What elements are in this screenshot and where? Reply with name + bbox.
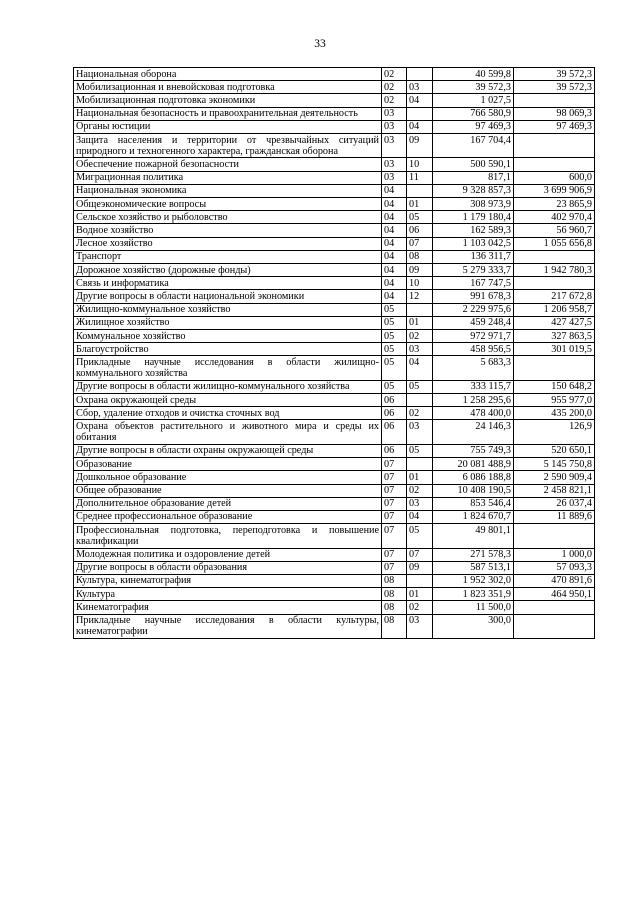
row-subsection-code-cell: 03 — [407, 497, 433, 510]
row-name-cell: Среднее профессиональное образование — [74, 510, 382, 523]
row-amount-2-cell: 126,9 — [514, 420, 595, 444]
row-name-cell: Сельское хозяйство и рыболовство — [74, 211, 382, 224]
row-amount-1-cell: 1 027,5 — [433, 94, 514, 107]
table-row — [74, 524, 595, 548]
row-section-code-cell: 03 — [382, 158, 407, 171]
row-amount-1-cell: 853 546,4 — [433, 497, 514, 510]
table-row — [74, 614, 595, 638]
table-row — [74, 356, 595, 380]
row-amount-2-cell: 327 863,5 — [514, 330, 595, 343]
row-amount-1-cell: 766 580,9 — [433, 107, 514, 120]
row-name-cell: Связь и информатика — [74, 277, 382, 290]
row-name-cell: Кинематография — [74, 601, 382, 614]
row-amount-2-cell: 402 970,4 — [514, 211, 595, 224]
table-row — [74, 561, 595, 574]
row-amount-1-cell: 300,0 — [433, 614, 514, 638]
row-name-cell: Коммунальное хозяйство — [74, 330, 382, 343]
row-subsection-code-cell: 05 — [407, 524, 433, 548]
row-section-code-cell: 04 — [382, 237, 407, 250]
row-name-cell: Дошкольное образование — [74, 471, 382, 484]
row-name-cell: Молодежная политика и оздоровление детей — [74, 548, 382, 561]
row-subsection-code-cell — [407, 184, 433, 197]
row-name-cell: Сбор, удаление отходов и очистка сточных вод — [74, 407, 382, 420]
row-amount-2-cell: 57 093,3 — [514, 561, 595, 574]
row-name-cell: Транспорт — [74, 250, 382, 263]
row-section-code-cell: 08 — [382, 588, 407, 601]
row-amount-1-cell: 1 824 670,7 — [433, 510, 514, 523]
row-amount-1-cell: 97 469,3 — [433, 120, 514, 133]
row-amount-2-cell: 1 055 656,8 — [514, 237, 595, 250]
row-amount-2-cell: 427 427,5 — [514, 316, 595, 329]
row-amount-1-cell: 39 572,3 — [433, 81, 514, 94]
table-row — [74, 458, 595, 471]
row-section-code-cell: 04 — [382, 264, 407, 277]
row-amount-1-cell: 5 279 333,7 — [433, 264, 514, 277]
row-amount-1-cell: 755 749,3 — [433, 444, 514, 457]
row-section-code-cell: 08 — [382, 601, 407, 614]
row-name-cell: Мобилизационная и вневойсковая подготовка — [74, 81, 382, 94]
row-amount-2-cell — [514, 250, 595, 263]
table-row — [74, 250, 595, 263]
row-amount-1-cell: 458 956,5 — [433, 343, 514, 356]
table-row — [74, 198, 595, 211]
row-name-cell: Национальная безопасность и правоохранительная деятельность — [74, 107, 382, 120]
row-subsection-code-cell — [407, 394, 433, 407]
row-subsection-code-cell: 01 — [407, 198, 433, 211]
row-name-cell: Миграционная политика — [74, 171, 382, 184]
row-amount-2-cell: 39 572,3 — [514, 68, 595, 81]
row-section-code-cell: 02 — [382, 94, 407, 107]
row-amount-1-cell: 1 179 180,4 — [433, 211, 514, 224]
row-section-code-cell: 02 — [382, 68, 407, 81]
row-name-cell: Дополнительное образование детей — [74, 497, 382, 510]
table-row — [74, 484, 595, 497]
row-subsection-code-cell: 04 — [407, 120, 433, 133]
row-amount-2-cell — [514, 134, 595, 158]
row-subsection-code-cell: 09 — [407, 264, 433, 277]
row-amount-2-cell: 435 200,0 — [514, 407, 595, 420]
row-subsection-code-cell: 11 — [407, 171, 433, 184]
row-amount-2-cell: 150 648,2 — [514, 380, 595, 393]
row-amount-2-cell: 2 458 821,1 — [514, 484, 595, 497]
row-section-code-cell: 07 — [382, 471, 407, 484]
row-subsection-code-cell: 03 — [407, 81, 433, 94]
row-amount-1-cell: 308 973,9 — [433, 198, 514, 211]
table-row — [74, 158, 595, 171]
row-name-cell: Другие вопросы в области национальной экономики — [74, 290, 382, 303]
row-amount-2-cell — [514, 601, 595, 614]
table-row — [74, 444, 595, 457]
row-subsection-code-cell: 08 — [407, 250, 433, 263]
row-name-cell: Национальная оборона — [74, 68, 382, 81]
row-amount-2-cell: 3 699 906,9 — [514, 184, 595, 197]
row-amount-1-cell: 24 146,3 — [433, 420, 514, 444]
table-row — [74, 120, 595, 133]
row-subsection-code-cell — [407, 458, 433, 471]
row-amount-2-cell: 1 000,0 — [514, 548, 595, 561]
row-amount-1-cell: 1 823 351,9 — [433, 588, 514, 601]
table-row — [74, 184, 595, 197]
row-section-code-cell: 05 — [382, 316, 407, 329]
row-amount-1-cell: 6 086 188,8 — [433, 471, 514, 484]
row-amount-2-cell — [514, 277, 595, 290]
row-section-code-cell: 03 — [382, 107, 407, 120]
row-name-cell: Защита населения и территории от чрезвычайных ситуаций природного и техногенного характера, гражданская оборона — [74, 134, 382, 158]
table-row — [74, 316, 595, 329]
row-subsection-code-cell: 02 — [407, 330, 433, 343]
row-subsection-code-cell: 04 — [407, 356, 433, 380]
row-amount-1-cell: 333 115,7 — [433, 380, 514, 393]
row-name-cell: Дорожное хозяйство (дорожные фонды) — [74, 264, 382, 277]
row-amount-1-cell: 459 248,4 — [433, 316, 514, 329]
row-subsection-code-cell: 07 — [407, 237, 433, 250]
row-subsection-code-cell: 07 — [407, 548, 433, 561]
row-amount-1-cell: 1 103 042,5 — [433, 237, 514, 250]
row-subsection-code-cell: 12 — [407, 290, 433, 303]
row-name-cell: Водное хозяйство — [74, 224, 382, 237]
row-amount-1-cell: 136 311,7 — [433, 250, 514, 263]
row-subsection-code-cell: 10 — [407, 158, 433, 171]
table-row — [74, 343, 595, 356]
row-amount-2-cell: 217 672,8 — [514, 290, 595, 303]
row-subsection-code-cell — [407, 574, 433, 587]
row-amount-2-cell: 301 019,5 — [514, 343, 595, 356]
table-row — [74, 277, 595, 290]
row-section-code-cell: 03 — [382, 134, 407, 158]
row-section-code-cell: 07 — [382, 510, 407, 523]
row-amount-1-cell: 5 683,3 — [433, 356, 514, 380]
table-row — [74, 81, 595, 94]
row-amount-1-cell: 817,1 — [433, 171, 514, 184]
row-amount-1-cell: 162 589,3 — [433, 224, 514, 237]
table-row — [74, 107, 595, 120]
row-name-cell: Общее образование — [74, 484, 382, 497]
row-subsection-code-cell: 01 — [407, 316, 433, 329]
row-subsection-code-cell: 05 — [407, 211, 433, 224]
row-amount-2-cell: 2 590 909,4 — [514, 471, 595, 484]
row-name-cell: Прикладные научные исследования в области жилищно- коммунального хозяйства — [74, 356, 382, 380]
row-section-code-cell: 07 — [382, 458, 407, 471]
row-name-cell: Культура — [74, 588, 382, 601]
row-subsection-code-cell: 04 — [407, 94, 433, 107]
row-amount-1-cell: 2 229 975,6 — [433, 303, 514, 316]
row-subsection-code-cell: 05 — [407, 444, 433, 457]
row-amount-1-cell: 271 578,3 — [433, 548, 514, 561]
row-section-code-cell: 02 — [382, 81, 407, 94]
row-name-cell: Другие вопросы в области жилищно-коммунального хозяйства — [74, 380, 382, 393]
row-section-code-cell: 04 — [382, 277, 407, 290]
row-section-code-cell: 04 — [382, 250, 407, 263]
table-row — [74, 237, 595, 250]
row-subsection-code-cell: 03 — [407, 343, 433, 356]
row-amount-2-cell: 520 650,1 — [514, 444, 595, 457]
row-amount-1-cell: 10 408 190,5 — [433, 484, 514, 497]
row-amount-1-cell: 167 747,5 — [433, 277, 514, 290]
table-row — [74, 380, 595, 393]
row-amount-2-cell: 470 891,6 — [514, 574, 595, 587]
row-section-code-cell: 05 — [382, 380, 407, 393]
row-subsection-code-cell: 06 — [407, 224, 433, 237]
row-section-code-cell: 05 — [382, 343, 407, 356]
row-subsection-code-cell: 09 — [407, 134, 433, 158]
table-row — [74, 601, 595, 614]
row-section-code-cell: 04 — [382, 184, 407, 197]
row-subsection-code-cell: 10 — [407, 277, 433, 290]
row-name-cell: Культура, кинематография — [74, 574, 382, 587]
row-name-cell: Охрана объектов растительного и животного мира и среды их обитания — [74, 420, 382, 444]
row-section-code-cell: 05 — [382, 303, 407, 316]
row-section-code-cell: 04 — [382, 290, 407, 303]
row-section-code-cell: 08 — [382, 614, 407, 638]
table-row — [74, 420, 595, 444]
row-section-code-cell: 08 — [382, 574, 407, 587]
row-amount-2-cell: 955 977,0 — [514, 394, 595, 407]
table-row — [74, 94, 595, 107]
row-amount-1-cell: 1 258 295,6 — [433, 394, 514, 407]
row-subsection-code-cell: 02 — [407, 407, 433, 420]
row-subsection-code-cell: 03 — [407, 420, 433, 444]
table-row — [74, 407, 595, 420]
row-amount-1-cell: 49 801,1 — [433, 524, 514, 548]
table-row — [74, 303, 595, 316]
table-row — [74, 510, 595, 523]
row-subsection-code-cell — [407, 303, 433, 316]
row-amount-1-cell: 1 952 302,0 — [433, 574, 514, 587]
row-amount-1-cell: 991 678,3 — [433, 290, 514, 303]
row-amount-2-cell — [514, 94, 595, 107]
row-section-code-cell: 05 — [382, 330, 407, 343]
row-amount-1-cell: 972 971,7 — [433, 330, 514, 343]
row-amount-1-cell: 167 704,4 — [433, 134, 514, 158]
row-section-code-cell: 04 — [382, 198, 407, 211]
row-amount-2-cell — [514, 614, 595, 638]
row-subsection-code-cell: 05 — [407, 380, 433, 393]
table-row — [74, 211, 595, 224]
table-row — [74, 171, 595, 184]
row-amount-1-cell: 9 328 857,3 — [433, 184, 514, 197]
table-row — [74, 394, 595, 407]
row-section-code-cell: 07 — [382, 484, 407, 497]
row-name-cell: Благоустройство — [74, 343, 382, 356]
row-section-code-cell: 07 — [382, 497, 407, 510]
row-name-cell: Жилищное хозяйство — [74, 316, 382, 329]
row-amount-2-cell — [514, 356, 595, 380]
table-row — [74, 290, 595, 303]
row-amount-2-cell — [514, 158, 595, 171]
row-name-cell: Другие вопросы в области охраны окружающей среды — [74, 444, 382, 457]
row-amount-2-cell — [514, 524, 595, 548]
table-row — [74, 497, 595, 510]
row-subsection-code-cell: 04 — [407, 510, 433, 523]
row-name-cell: Органы юстиции — [74, 120, 382, 133]
row-subsection-code-cell — [407, 68, 433, 81]
row-amount-1-cell: 478 400,0 — [433, 407, 514, 420]
row-section-code-cell: 06 — [382, 444, 407, 457]
table-row — [74, 471, 595, 484]
table-row — [74, 330, 595, 343]
row-subsection-code-cell: 09 — [407, 561, 433, 574]
row-subsection-code-cell: 03 — [407, 614, 433, 638]
row-subsection-code-cell: 02 — [407, 601, 433, 614]
table-row — [74, 548, 595, 561]
row-amount-2-cell: 39 572,3 — [514, 81, 595, 94]
row-section-code-cell: 07 — [382, 548, 407, 561]
row-amount-2-cell: 26 037,4 — [514, 497, 595, 510]
row-section-code-cell: 03 — [382, 171, 407, 184]
table-row — [74, 224, 595, 237]
row-amount-1-cell: 500 590,1 — [433, 158, 514, 171]
row-name-cell: Общеэкономические вопросы — [74, 198, 382, 211]
table-row — [74, 588, 595, 601]
row-section-code-cell: 07 — [382, 524, 407, 548]
table-row — [74, 68, 595, 81]
row-name-cell: Образование — [74, 458, 382, 471]
budget-table-body — [74, 68, 595, 639]
row-amount-2-cell: 98 069,3 — [514, 107, 595, 120]
row-section-code-cell: 06 — [382, 420, 407, 444]
row-section-code-cell: 05 — [382, 356, 407, 380]
row-amount-1-cell: 20 081 488,9 — [433, 458, 514, 471]
row-section-code-cell: 06 — [382, 407, 407, 420]
row-name-cell: Обеспечение пожарной безопасности — [74, 158, 382, 171]
row-amount-2-cell: 97 469,3 — [514, 120, 595, 133]
row-subsection-code-cell: 01 — [407, 471, 433, 484]
row-amount-2-cell: 5 145 750,8 — [514, 458, 595, 471]
row-name-cell: Другие вопросы в области образования — [74, 561, 382, 574]
row-amount-1-cell: 587 513,1 — [433, 561, 514, 574]
row-amount-2-cell: 600,0 — [514, 171, 595, 184]
row-name-cell: Охрана окружающей среды — [74, 394, 382, 407]
row-section-code-cell: 06 — [382, 394, 407, 407]
row-amount-2-cell: 11 889,6 — [514, 510, 595, 523]
table-row — [74, 134, 595, 158]
row-subsection-code-cell: 01 — [407, 588, 433, 601]
row-section-code-cell: 07 — [382, 561, 407, 574]
row-name-cell: Профессиональная подготовка, переподготовка и повышение квалификации — [74, 524, 382, 548]
row-name-cell: Жилищно-коммунальное хозяйство — [74, 303, 382, 316]
row-subsection-code-cell: 02 — [407, 484, 433, 497]
row-amount-1-cell: 40 599,8 — [433, 68, 514, 81]
row-amount-2-cell: 1 206 958,7 — [514, 303, 595, 316]
row-amount-2-cell: 23 865,9 — [514, 198, 595, 211]
page-number: 33 — [314, 38, 326, 50]
row-name-cell: Прикладные научные исследования в области культуры, кинематографии — [74, 614, 382, 638]
table-row — [74, 264, 595, 277]
row-section-code-cell: 03 — [382, 120, 407, 133]
budget-table — [73, 67, 595, 639]
row-section-code-cell: 04 — [382, 211, 407, 224]
row-amount-2-cell: 56 960,7 — [514, 224, 595, 237]
row-amount-1-cell: 11 500,0 — [433, 601, 514, 614]
row-name-cell: Национальная экономика — [74, 184, 382, 197]
row-amount-2-cell: 1 942 780,3 — [514, 264, 595, 277]
row-amount-2-cell: 464 950,1 — [514, 588, 595, 601]
row-subsection-code-cell — [407, 107, 433, 120]
row-name-cell: Лесное хозяйство — [74, 237, 382, 250]
table-row — [74, 574, 595, 587]
row-name-cell: Мобилизационная подготовка экономики — [74, 94, 382, 107]
row-section-code-cell: 04 — [382, 224, 407, 237]
